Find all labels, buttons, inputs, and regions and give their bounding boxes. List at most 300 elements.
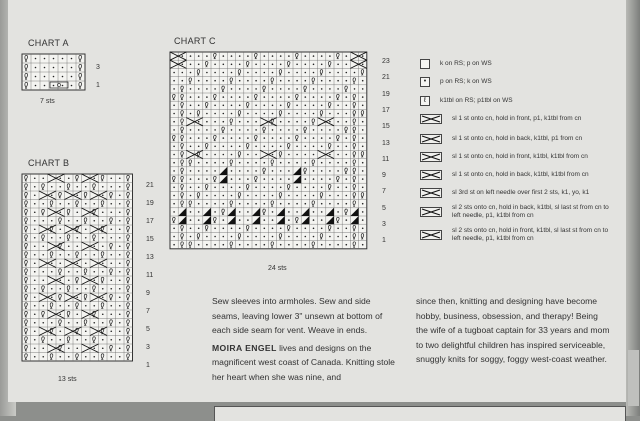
purl-dot-mark (239, 203, 241, 205)
purl-dot-mark (59, 186, 61, 188)
purl-dot-mark (346, 187, 348, 189)
purl-dot-mark (305, 113, 307, 115)
purl-dot-mark (329, 88, 331, 90)
purl-dot-mark (288, 129, 290, 131)
purl-dot-mark (173, 203, 175, 205)
purl-dot-mark (231, 96, 233, 98)
purl-dot-mark (173, 88, 175, 90)
purl-dot-mark (71, 67, 73, 69)
purl-dot-mark (76, 347, 78, 349)
purl-dot-mark (76, 186, 78, 188)
purl-dot-mark (296, 154, 298, 156)
purl-dot-mark (198, 88, 200, 90)
legend-row (420, 186, 612, 199)
purl-dot-mark (255, 203, 257, 205)
purl-dot-mark (206, 203, 208, 205)
purl-dot-mark (362, 162, 364, 164)
purl-dot-mark (264, 162, 266, 164)
purl-dot-mark (280, 178, 282, 180)
purl-dot-mark (247, 154, 249, 156)
purl-dot-mark (206, 162, 208, 164)
purl-dot-mark (305, 195, 307, 197)
purl-dot-mark (305, 64, 307, 66)
purl-dot-mark (321, 137, 323, 139)
purl-dot-mark (214, 203, 216, 205)
purl-dot-mark (329, 236, 331, 238)
purl-dot-mark (288, 80, 290, 82)
purl-dot-mark (110, 262, 112, 264)
purl-dot-mark (231, 72, 233, 74)
purl-dot-mark (223, 72, 225, 74)
purl-dot-mark (313, 137, 315, 139)
purl-dot-mark (313, 219, 315, 221)
purl-dot-mark (214, 113, 216, 115)
dot-square-icon: • (420, 77, 430, 87)
purl-dot-mark (182, 64, 184, 66)
legend-label: sl 1 st onto cn, hold in front, k1tbl, k1tbl from cn (452, 152, 588, 160)
purl-dot-mark (93, 271, 95, 273)
purl-dot-mark (239, 88, 241, 90)
purl-dot-mark (223, 137, 225, 139)
purl-dot-mark (223, 195, 225, 197)
purl-dot-mark (34, 262, 36, 264)
purl-dot-mark (42, 271, 44, 273)
purl-dot-mark (59, 288, 61, 290)
purl-dot-mark (247, 178, 249, 180)
purl-dot-mark (68, 322, 70, 324)
legend-row (420, 168, 612, 181)
purl-dot-mark (305, 228, 307, 230)
purl-dot-mark (255, 80, 257, 82)
purl-dot-mark (231, 228, 233, 230)
purl-dot-mark (321, 178, 323, 180)
purl-dot-mark (264, 55, 266, 57)
purl-dot-mark (305, 244, 307, 246)
purl-dot-mark (362, 55, 364, 57)
purl-dot-mark (354, 72, 356, 74)
purl-dot-mark (198, 146, 200, 148)
purl-dot-mark (59, 177, 61, 179)
purl-dot-mark (247, 96, 249, 98)
purl-dot-mark (321, 211, 323, 213)
purl-dot-mark (288, 178, 290, 180)
legend-label: sl 1 st onto cn, hold in back, k1tbl, k1tbl from cn (452, 170, 589, 178)
purl-dot-mark (337, 146, 339, 148)
purl-dot-mark (76, 313, 78, 315)
purl-dot-mark (34, 347, 36, 349)
purl-dot-mark (346, 236, 348, 238)
purl-dot-mark (76, 322, 78, 324)
row-number-label: 13 (382, 139, 390, 147)
purl-dot-mark (119, 288, 121, 290)
purl-dot-mark (44, 67, 46, 69)
purl-dot-mark (173, 170, 175, 172)
purl-dot-mark (288, 236, 290, 238)
purl-dot-mark (321, 244, 323, 246)
legend-row (420, 132, 612, 145)
legend-label: k1tbl on RS; p1tbl on WS (440, 96, 513, 104)
purl-dot-mark (337, 187, 339, 189)
legend-label: sl 1 st onto cn, hold in front, p1, k1tbl from cn (452, 114, 582, 122)
purl-dot-mark (362, 203, 364, 205)
purl-dot-mark (44, 76, 46, 78)
purl-dot-mark (102, 339, 104, 341)
purl-dot-mark (337, 113, 339, 115)
purl-dot-mark (214, 64, 216, 66)
purl-dot-mark (264, 187, 266, 189)
purl-dot-mark (119, 322, 121, 324)
purl-dot-mark (110, 254, 112, 256)
purl-dot-mark (313, 105, 315, 107)
purl-dot-mark (102, 245, 104, 247)
purl-dot-mark (321, 64, 323, 66)
purl-dot-mark (305, 203, 307, 205)
purl-dot-mark (239, 105, 241, 107)
purl-dot-mark (68, 203, 70, 205)
purl-dot-mark (296, 80, 298, 82)
purl-dot-mark (362, 187, 364, 189)
purl-dot-mark (71, 58, 73, 60)
purl-dot-mark (313, 228, 315, 230)
purl-dot-mark (119, 296, 121, 298)
purl-dot-mark (59, 356, 61, 358)
purl-dot-mark (272, 105, 274, 107)
purl-dot-mark (214, 88, 216, 90)
legend-label: sl 1 st onto cn, hold in back, k1tbl, p1 from cn (452, 134, 583, 142)
purl-dot-mark (190, 211, 192, 213)
purl-dot-mark (173, 187, 175, 189)
chart-c-grid (170, 52, 372, 250)
row-number-label: 3 (382, 221, 386, 228)
purl-dot-mark (264, 195, 266, 197)
purl-dot-mark (321, 88, 323, 90)
legend-label: p on RS; k on WS (440, 77, 492, 85)
purl-dot-mark (280, 64, 282, 66)
purl-dot-mark (190, 236, 192, 238)
purl-dot-mark (280, 203, 282, 205)
legend-row (420, 75, 600, 88)
purl-dot-mark (247, 113, 249, 115)
purl-dot-mark (288, 211, 290, 213)
purl-dot-mark (119, 347, 121, 349)
purl-dot-mark (223, 113, 225, 115)
purl-dot-mark (272, 211, 274, 213)
purl-dot-mark (247, 72, 249, 74)
purl-dot-mark (85, 186, 87, 188)
purl-dot-mark (337, 170, 339, 172)
purl-dot-mark (255, 72, 257, 74)
purl-dot-mark (305, 137, 307, 139)
purl-dot-mark (190, 228, 192, 230)
row-number-label: 5 (382, 204, 386, 212)
purl-dot-mark (182, 55, 184, 57)
chart-c-title: CHART C (174, 36, 216, 46)
purl-dot-mark (288, 121, 290, 123)
chart-a-title: CHART A (28, 38, 69, 48)
purl-dot-mark (337, 244, 339, 246)
row-number-label: 7 (146, 308, 150, 315)
purl-dot-mark (280, 129, 282, 131)
purl-dot-mark (255, 64, 257, 66)
purl-dot-mark (93, 279, 95, 281)
purl-dot-mark (346, 121, 348, 123)
blank-square-icon (420, 59, 430, 69)
purl-dot-mark (68, 177, 70, 179)
purl-dot-mark (329, 129, 331, 131)
purl-dot-mark (272, 178, 274, 180)
purl-dot-mark (223, 187, 225, 189)
purl-dot-mark (59, 330, 61, 332)
purl-dot-mark (288, 96, 290, 98)
cable-back-tbl-icon (420, 170, 442, 180)
purl-dot-mark (59, 313, 61, 315)
purl-dot-mark (247, 88, 249, 90)
purl-dot-mark (110, 305, 112, 307)
purl-dot-mark (190, 113, 192, 115)
purl-dot-mark (214, 170, 216, 172)
purl-dot-mark (206, 55, 208, 57)
purl-dot-mark (190, 219, 192, 221)
row-number-label: 17 (146, 218, 154, 225)
purl-dot-mark (296, 211, 298, 213)
purl-dot-mark (280, 80, 282, 82)
row-number-label: 1 (382, 237, 386, 245)
purl-dot-mark (321, 96, 323, 98)
purl-dot-mark (214, 228, 216, 230)
purl-dot-mark (190, 195, 192, 197)
purl-dot-mark (288, 219, 290, 221)
purl-dot-mark (214, 195, 216, 197)
purl-dot-mark (264, 228, 266, 230)
purl-dot-mark (313, 211, 315, 213)
purl-dot-mark (272, 195, 274, 197)
purl-dot-mark (247, 137, 249, 139)
purl-dot-mark (198, 129, 200, 131)
purl-dot-mark (305, 154, 307, 156)
purl-dot-mark (119, 279, 121, 281)
purl-dot-mark (110, 211, 112, 213)
purl-dot-mark (76, 296, 78, 298)
purl-dot-mark (206, 129, 208, 131)
purl-dot-mark (214, 121, 216, 123)
purl-dot-mark (206, 88, 208, 90)
purl-dot-mark (337, 121, 339, 123)
purl-dot-mark (296, 195, 298, 197)
purl-dot-mark (362, 96, 364, 98)
purl-dot-mark (313, 146, 315, 148)
purl-dot-mark (239, 129, 241, 131)
purl-dot-mark (223, 64, 225, 66)
purl-dot-mark (321, 80, 323, 82)
purl-dot-mark (296, 162, 298, 164)
purl-dot-mark (34, 211, 36, 213)
purl-dot-mark (198, 80, 200, 82)
purl-dot-mark (305, 187, 307, 189)
purl-dot-mark (173, 211, 175, 213)
purl-dot-mark (110, 177, 112, 179)
purl-dot-mark (68, 220, 70, 222)
purl-dot-mark (223, 80, 225, 82)
purl-dot-mark (51, 296, 53, 298)
purl-dot-mark (85, 330, 87, 332)
purl-dot-mark (231, 170, 233, 172)
row-number-label: 21 (382, 74, 390, 82)
purl-dot-mark (51, 194, 53, 196)
purl-dot-mark (42, 245, 44, 247)
purl-dot-mark (102, 262, 104, 264)
purl-dot-mark (362, 80, 364, 82)
purl-dot-mark (313, 170, 315, 172)
purl-dot-mark (239, 121, 241, 123)
purl-dot-mark (346, 55, 348, 57)
chart-b-grid (22, 174, 132, 372)
purl-dot-mark (68, 279, 70, 281)
purl-dot-mark (119, 237, 121, 239)
purl-dot-mark (362, 244, 364, 246)
purl-dot-mark (34, 254, 36, 256)
purl-dot-mark (59, 279, 61, 281)
legend-row (420, 57, 600, 70)
purl-dot-mark (264, 72, 266, 74)
purl-dot-mark (223, 236, 225, 238)
purl-dot-mark (239, 170, 241, 172)
purl-dot-mark (51, 339, 53, 341)
purl-dot-mark (85, 339, 87, 341)
purl-dot-mark (231, 55, 233, 57)
purl-dot-mark (313, 72, 315, 74)
purl-dot-mark (313, 154, 315, 156)
purl-dot-mark (223, 105, 225, 107)
purl-dot-mark (313, 195, 315, 197)
purl-dot-mark (280, 170, 282, 172)
purl-dot-mark (288, 113, 290, 115)
next-section-box (214, 406, 626, 421)
purl-dot-mark (214, 187, 216, 189)
pass-over-icon (420, 188, 442, 198)
purl-dot-mark (110, 313, 112, 315)
purl-dot-mark (102, 220, 104, 222)
purl-dot-mark (329, 154, 331, 156)
purl-dot-mark (296, 129, 298, 131)
purl-dot-mark (247, 170, 249, 172)
purl-dot-mark (223, 162, 225, 164)
purl-dot-mark (62, 67, 64, 69)
designer-bio-continued: since then, knitting and designing have become hobby, business, obsession, and therapy! Being the wife of a tugboat captain for 33 years and mom to two delightful children has inspired serviceable, snuggly knits for soggy, foggy west-coast weather. (416, 296, 610, 364)
purl-dot-mark (214, 105, 216, 107)
purl-dot-mark (264, 203, 266, 205)
purl-dot-mark (272, 146, 274, 148)
purl-dot-mark (272, 228, 274, 230)
row-number-label: 5 (146, 326, 150, 333)
purl-dot-mark (68, 271, 70, 273)
purl-dot-mark (321, 228, 323, 230)
purl-dot-mark (102, 296, 104, 298)
purl-dot-mark (35, 58, 37, 60)
purl-dot-mark (280, 88, 282, 90)
purl-dot-mark (51, 271, 53, 273)
purl-dot-mark (190, 55, 192, 57)
purl-dot-mark (223, 154, 225, 156)
purl-dot-mark (198, 55, 200, 57)
purl-dot-mark (223, 244, 225, 246)
row-number-label: 17 (382, 106, 390, 114)
purl-dot-mark (329, 121, 331, 123)
purl-dot-mark (223, 96, 225, 98)
purl-dot-mark (53, 58, 55, 60)
purl-dot-mark (264, 236, 266, 238)
purl-dot-mark (76, 271, 78, 273)
purl-dot-mark (296, 88, 298, 90)
legend-label: sl 2 sts onto cn, hold in back, k1tbl, sl last st from cn to left needle, p1, k1tbl from cn (452, 204, 609, 219)
purl-dot-mark (247, 121, 249, 123)
purl-dot-mark (44, 85, 46, 87)
purl-dot-mark (255, 121, 257, 123)
purl-dot-mark (198, 187, 200, 189)
purl-dot-mark (34, 237, 36, 239)
purl-dot-mark (346, 146, 348, 148)
purl-dot-mark (305, 72, 307, 74)
purl-dot-mark (34, 177, 36, 179)
purl-dot-mark (119, 305, 121, 307)
row-number-label: 11 (382, 155, 390, 163)
purl-dot-mark (247, 203, 249, 205)
purl-dot-mark (34, 313, 36, 315)
purl-dot-mark (102, 288, 104, 290)
purl-dot-mark (85, 305, 87, 307)
row-number-label: 23 (382, 58, 390, 65)
purl-dot-mark (59, 203, 61, 205)
purl-dot-mark (272, 137, 274, 139)
purl-dot-mark (190, 64, 192, 66)
purl-dot-mark (264, 96, 266, 98)
purl-dot-mark (231, 154, 233, 156)
purl-dot-mark (329, 162, 331, 164)
chart-a-grid (22, 54, 88, 90)
purl-dot-mark (53, 67, 55, 69)
purl-dot-mark (42, 254, 44, 256)
purl-dot-mark (42, 356, 44, 358)
purl-dot-mark (329, 96, 331, 98)
purl-dot-mark (296, 64, 298, 66)
purl-dot-mark (313, 96, 315, 98)
purl-dot-mark (272, 113, 274, 115)
row-number-label: 7 (382, 188, 386, 196)
purl-dot-mark (34, 330, 36, 332)
purl-dot-mark (255, 154, 257, 156)
purl-dot-mark (255, 228, 257, 230)
purl-dot-mark (198, 137, 200, 139)
chart-b-stitch-count: 13 sts (58, 376, 77, 383)
purl-dot-mark (214, 72, 216, 74)
purl-dot-mark (68, 356, 70, 358)
purl-dot-mark (102, 313, 104, 315)
purl-dot-mark (85, 288, 87, 290)
purl-dot-mark (288, 88, 290, 90)
finishing-instructions: Sew sleeves into armholes. Sew and side seams, leaving lower 3" unsewn at bottom of each side seam for vent. Weave in ends. (212, 296, 383, 335)
purl-dot-mark (239, 55, 241, 57)
purl-dot-mark (102, 347, 104, 349)
purl-dot-mark (68, 245, 70, 247)
purl-dot-mark (280, 244, 282, 246)
purl-dot-mark (76, 220, 78, 222)
purl-dot-mark (337, 228, 339, 230)
purl-dot-mark (76, 288, 78, 290)
purl-dot-mark (119, 339, 121, 341)
purl-dot-mark (42, 322, 44, 324)
purl-dot-mark (85, 237, 87, 239)
purl-dot-mark (362, 88, 364, 90)
purl-dot-mark (288, 244, 290, 246)
